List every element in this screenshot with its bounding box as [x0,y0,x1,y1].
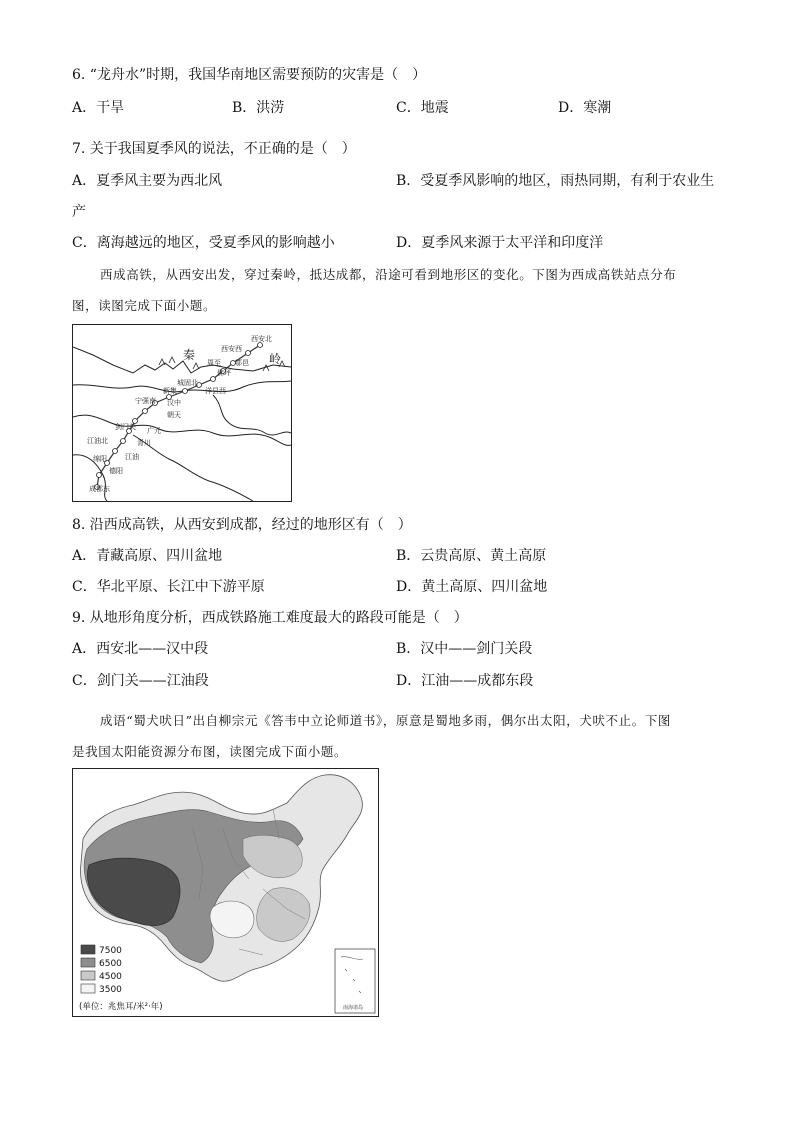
legend-label-7500: 7500 [99,946,122,956]
q7-stem: 7. 关于我国夏季风的说法，不正确的是（ ） [72,141,356,157]
q8-stem: 8. 沿西成高铁，从西安到成都，经过的地形区有（ ） [72,517,412,533]
q6-option-c: C．地震 [396,100,449,116]
legend-label-3500: 3500 [99,985,122,995]
passage1-line2: 图，读图完成下面小题。 [72,298,217,313]
station-xianbei: 西安北 [251,335,272,343]
qinling-label-ling: 岭 [269,352,282,366]
q8-option-a: A．青藏高原、四川盆地 [72,548,223,564]
station-chaotian: 朝天 [167,411,181,419]
station-guangyuan: 广元 [147,427,161,435]
q7-option-b-continued: 产 [72,204,86,220]
station-chengdudong: 成都东 [89,485,110,493]
legend-label-4500: 4500 [99,972,122,982]
legend-swatch-6500 [81,958,95,967]
q7-option-b: B．受夏季风影响的地区，雨热同期，有利于农业生 [396,173,715,189]
station-xinji: 新集 [163,387,177,395]
q9-option-b: B．汉中——剑门关段 [396,641,533,657]
station-mianyang: 绵阳 [93,455,107,463]
q6-option-a: A．干旱 [72,100,125,116]
passage1-line1: 西成高铁，从西安出发，穿过秦岭，抵达成都，沿途可看到地形区的变化。下图为西成高铁站点分布 [100,267,677,282]
station-ningqiang: 宁强南 [135,397,156,405]
q8-option-d: D．黄土高原、四川盆地 [396,579,548,595]
q6-option-b: B．洪涝 [232,100,285,116]
station-foping: 佛坪 [217,369,231,377]
station-yangxianxi: 洋县西 [205,387,226,395]
station-jiangyou: 江油 [125,453,139,461]
q9-option-d: D．江油——成都东段 [396,673,534,689]
qinling-label-qin: 秦 [183,348,196,362]
q9-stem: 9. 从地形角度分析，西成铁路施工难度最大的路段可能是（ ） [72,610,468,626]
station-chenggubei: 城固北 [177,379,198,387]
station-qingchuan: 青川 [137,439,151,447]
q9-option-a: A．西安北——汉中段 [72,641,209,657]
solar-energy-map [72,768,379,1017]
passage2-line1: 成语“蜀犬吠日”出自柳宗元《答韦中立论师道书》，原意是蜀地多雨，偶尔出太阳，犬吠不止。下图 [100,713,672,728]
q6-option-d: D．寒潮 [558,100,612,116]
q8-option-b: B．云贵高原、黄土高原 [396,548,547,564]
legend-unit: (单位：兆焦耳/米²·年) [79,1002,163,1012]
legend-label-6500: 6500 [99,959,122,969]
legend-swatch-4500 [81,971,95,980]
legend-swatch-7500 [81,945,95,954]
q7-option-a: A．夏季风主要为西北风 [72,173,223,189]
passage2-line2: 是我国太阳能资源分布图，读图完成下面小题。 [72,744,348,759]
xicheng-railway-map [72,324,292,502]
station-deyang: 德阳 [109,467,123,475]
q9-option-c: C．剑门关——江油段 [72,673,209,689]
station-jianmenguan: 剑门关 [115,423,136,431]
solar-map-graphic [73,769,378,1016]
station-xianxi: 西安西 [221,345,242,353]
railway-map-graphic [73,325,291,501]
station-hanzhong: 汉中 [167,399,181,407]
q6-stem: 6. “龙舟水”时期，我国华南地区需要预防的灾害是（ ） [72,67,427,83]
station-zhouzhi: 周至 [207,359,221,367]
station-jiangyoubei: 江油北 [87,437,108,445]
inset-label: 南海诸岛 [343,1005,364,1011]
q8-option-c: C．华北平原、长江中下游平原 [72,579,265,595]
legend-swatch-3500 [81,984,95,993]
q7-option-c: C．离海越远的地区，受夏季风的影响越小 [72,235,335,251]
q7-option-d: D．夏季风来源于太平洋和印度洋 [396,235,604,251]
station-huyi: 鄠邑 [235,359,249,367]
